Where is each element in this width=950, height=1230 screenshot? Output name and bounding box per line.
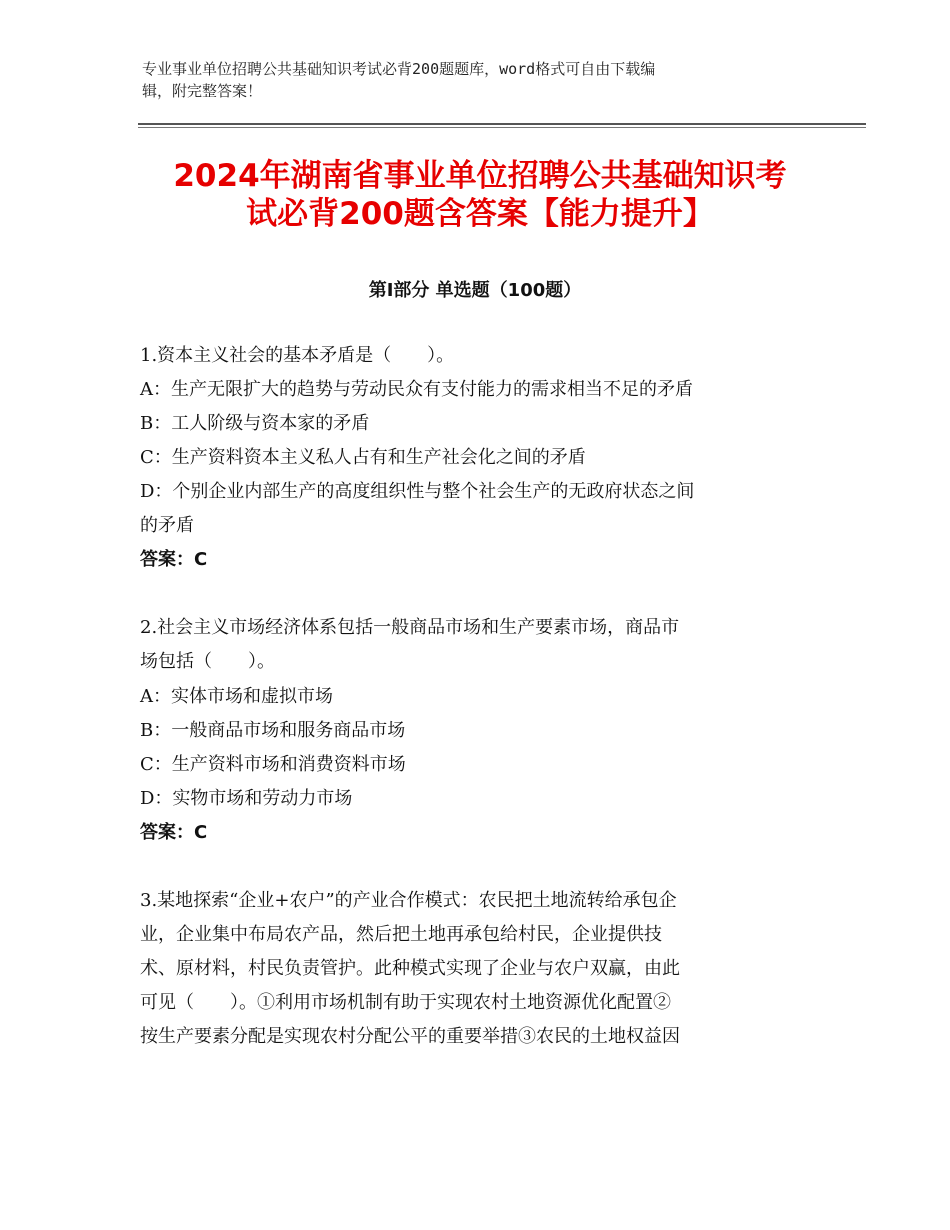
question-1-option-c: C：生产资料资本主义私人占有和生产社会化之间的矛盾 — [140, 447, 586, 468]
question-1-option-d-cont: 的矛盾 — [140, 515, 194, 536]
header-divider-thin — [138, 127, 866, 128]
document-title — [140, 157, 820, 233]
title-line: 试必背200题含答案【能力提升】 — [246, 196, 714, 232]
header-note — [142, 58, 802, 102]
question-1-option-b: B：工人阶级与资本家的矛盾 — [140, 413, 370, 434]
question-3-stem-cont: 按生产要素分配是实现农村分配公平的重要举措③农民的土地权益因 — [140, 1026, 680, 1047]
question-3-stem-cont: 术、原材料，村民负责管护。此种模式实现了企业与农户双赢，由此 — [140, 958, 680, 979]
question-3-stem: 3.某地探索“企业+农户”的产业合作模式：农民把土地流转给承包企 — [140, 890, 677, 911]
question-1-answer: 答案：C — [140, 549, 208, 570]
question-1-option-d: D：个别企业内部生产的高度组织性与整个社会生产的无政府状态之间 — [140, 481, 695, 502]
question-2-stem: 2.社会主义市场经济体系包括一般商品市场和生产要素市场，商品市 — [140, 617, 680, 638]
question-2-option-b: B：一般商品市场和服务商品市场 — [140, 720, 406, 741]
question-2-option-d: D：实物市场和劳动力市场 — [140, 788, 353, 809]
question-2-answer: 答案：C — [140, 822, 208, 843]
question-3-stem-cont: 可见（ ）。①利用市场机制有助于实现农村土地资源优化配置② — [140, 992, 671, 1013]
title-line: 2024年湖南省事业单位招聘公共基础知识考 — [173, 158, 787, 194]
question-3-stem-cont: 业，企业集中布局农产品，然后把土地再承包给村民，企业提供技 — [140, 924, 662, 945]
question-1-stem: 1.资本主义社会的基本矛盾是（ ）。 — [140, 345, 455, 366]
header-note-line: 专业事业单位招聘公共基础知识考试必背200题题库，word格式可自由下载编 — [142, 60, 656, 78]
question-2-stem-cont: 场包括（ ）。 — [140, 651, 275, 672]
question-2-option-a: A：实体市场和虚拟市场 — [140, 686, 333, 707]
header-divider — [138, 123, 866, 125]
header-note-line: 辑，附完整答案！ — [142, 82, 263, 100]
question-2-option-c: C：生产资料市场和消费资料市场 — [140, 754, 406, 775]
section-title: 第Ⅰ部分 单选题（100题） — [368, 280, 582, 301]
question-1-option-a: A：生产无限扩大的趋势与劳动民众有支付能力的需求相当不足的矛盾 — [140, 379, 693, 400]
